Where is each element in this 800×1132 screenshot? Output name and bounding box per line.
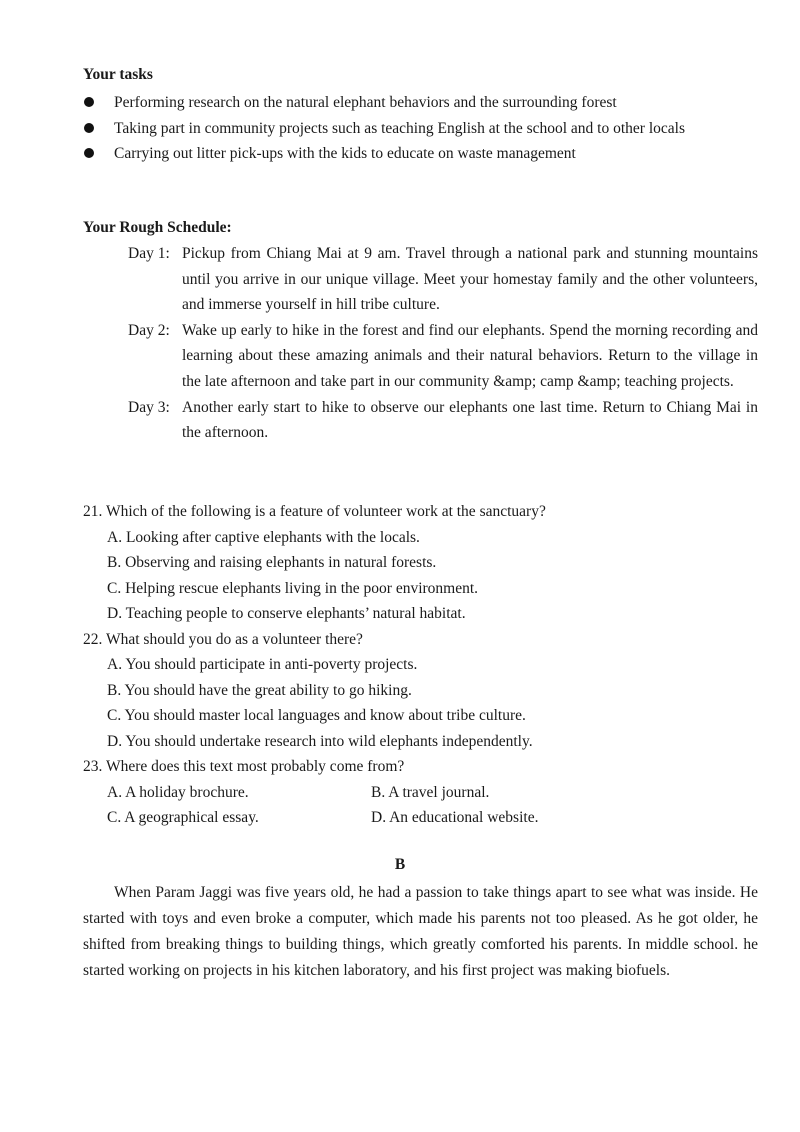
- schedule-day: [128, 318, 758, 395]
- day-text: Another early start to hike to observe our elephants one last time. Return to Chiang Mai in the afternoon.: [182, 398, 758, 442]
- question-stem: 23. Where does this text most probably come from?: [83, 758, 405, 775]
- tasks-heading: Your tasks: [83, 66, 153, 83]
- bullet-icon: [84, 148, 94, 158]
- schedule-list: [128, 241, 758, 446]
- answer-option: D. You should undertake research into wild elephants independently.: [107, 732, 533, 750]
- day-text: Pickup from Chiang Mai at 9 am. Travel through a national park and stunning mountains until you arrive in our unique village. Meet your homestay family and the other volunteers, and immerse yourself in hill tribe culture.: [182, 245, 758, 314]
- task-text: Performing research on the natural elephant behaviors and the surrounding forest: [114, 94, 617, 111]
- answer-option: C. A geographical essay.: [107, 809, 259, 826]
- answer-option: B. A travel journal.: [371, 783, 490, 801]
- answer-option: C. You should master local languages and know about tribe culture.: [107, 707, 526, 724]
- question-stem: 21. Which of the following is a feature of volunteer work at the sanctuary?: [83, 503, 546, 520]
- passage-paragraph: When Param Jaggi was five years old, he had a passion to take things apart to see what was inside. He started with toys and even broke a computer, which made his parents not too pleased. As he got older, he shifted from breaking things to building things, which greatly comforted his parents. In middle school. he started working on projects in his kitchen laboratory, and his first project was making biofuels.: [83, 884, 758, 979]
- answer-option: B. You should have the great ability to go hiking.: [107, 681, 412, 699]
- task-text: Taking part in community projects such as teaching English at the school and to other locals: [114, 119, 685, 137]
- list-item: [83, 116, 763, 142]
- bullet-icon: [84, 123, 94, 133]
- list-item: [83, 90, 763, 116]
- answer-option: A. Looking after captive elephants with the locals.: [107, 528, 420, 546]
- schedule-day: [128, 395, 758, 446]
- answer-option: D. An educational website.: [371, 809, 539, 826]
- day-label: Day 2:: [128, 321, 170, 339]
- bullet-icon: [84, 97, 94, 107]
- day-label: Day 1:: [128, 245, 170, 262]
- section-heading: B: [394, 856, 406, 873]
- answer-option: A. A holiday brochure.: [107, 783, 249, 801]
- answer-option-row: [83, 780, 763, 806]
- answer-option: C. Helping rescue elephants living in the poor environment.: [107, 579, 479, 597]
- question-stem: 22. What should you do as a volunteer there?: [83, 630, 363, 648]
- schedule-day: [128, 241, 758, 318]
- answer-option-row: [83, 805, 763, 831]
- answer-option: D. Teaching people to conserve elephants’ natural habitat.: [107, 605, 466, 622]
- answer-option: B. Observing and raising elephants in natural forests.: [107, 554, 437, 571]
- day-text: Wake up early to hike in the forest and find our elephants. Spend the morning recording and learning about these amazing animals and their natural behaviors. Return to the village in the late afternoon and take part in our community &amp; camp &amp; teaching projects.: [182, 321, 758, 390]
- task-text: Carrying out litter pick-ups with the kids to educate on waste management: [114, 145, 576, 162]
- schedule-heading: Your Rough Schedule:: [83, 219, 232, 236]
- day-label: Day 3:: [128, 398, 170, 416]
- answer-option: A. You should participate in anti-poverty projects.: [107, 656, 418, 673]
- tasks-list: [83, 90, 763, 167]
- questions: [83, 499, 763, 831]
- list-item: [83, 141, 763, 167]
